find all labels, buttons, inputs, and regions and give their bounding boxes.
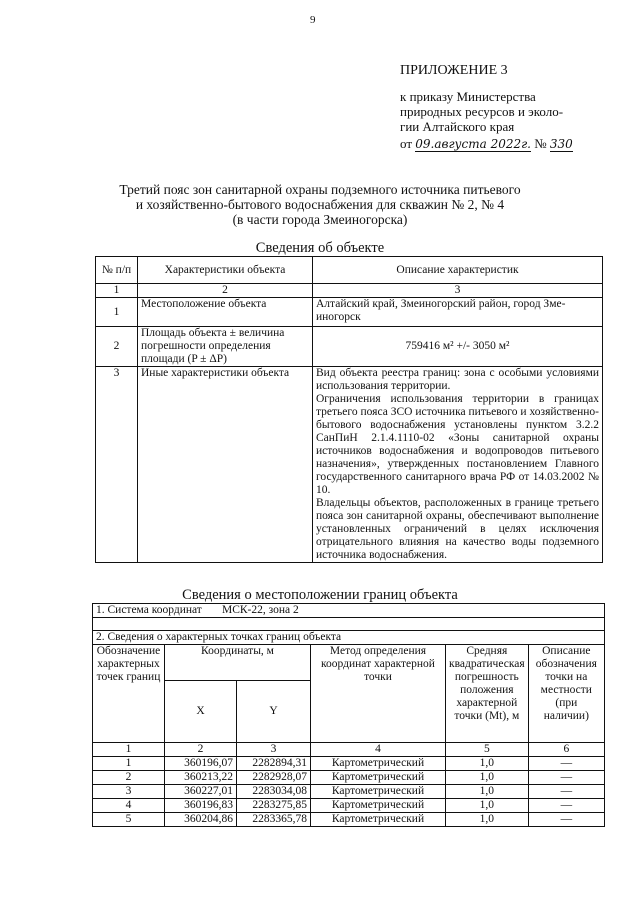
point-method: Картометрический	[311, 799, 446, 813]
object-section-title: Сведения об объекте	[255, 240, 385, 256]
col-number: 3	[313, 284, 603, 298]
point-y: 2282928,07	[237, 771, 311, 785]
desc-paragraph: Вид объекта реестра границ: зона с особыми условиями использования территории.	[316, 367, 599, 392]
header-description: Описание обозначения точки на местности (при наличии)	[528, 645, 604, 743]
desc-paragraph: Владельцы объектов, расположенных в границе третьего пояса зон санитарной охраны, обеспечивают выполнение установленных ограничений в целях исключения отрицательного влияния на качество воды подземного источника водоснабжения.	[316, 497, 599, 561]
points-label: 2. Сведения о характерных точках границ объекта	[93, 631, 605, 645]
table-row	[93, 813, 605, 827]
point-y: 2283365,78	[237, 813, 311, 827]
title-line: (в части города Змеиногорска)	[232, 212, 408, 227]
point-number: 4	[93, 799, 165, 813]
row-number: 3	[96, 367, 138, 563]
point-x: 360227,01	[165, 785, 237, 799]
point-accuracy: 1,0	[446, 785, 529, 799]
point-description: —	[528, 799, 604, 813]
col-number: 2	[165, 743, 237, 757]
sign-no-label: №	[534, 136, 547, 151]
header-designation: Обозначение характерных точек границ	[93, 645, 165, 743]
col-number: 1	[96, 284, 138, 298]
characteristic-name: Площадь объекта ± величина погрешности определения площади (P ± ΔP)	[138, 327, 313, 367]
header-accuracy: Средняя квадратическая погрешность положения характерной точки (Mt), м	[446, 645, 529, 743]
point-x: 360213,22	[165, 771, 237, 785]
point-number: 3	[93, 785, 165, 799]
col-number: 2	[138, 284, 313, 298]
col-number: 3	[237, 743, 311, 757]
point-method: Картометрический	[311, 757, 446, 771]
col-number: 6	[528, 743, 604, 757]
crs-value: МСК-22, зона 2	[221, 604, 299, 616]
appendix-line: к приказу Министерства	[400, 89, 536, 104]
header-cell: Описание характеристик	[313, 257, 603, 284]
row-number: 1	[96, 298, 138, 327]
characteristic-description: 759416 м² +/- 3050 м²	[313, 327, 603, 367]
characteristic-name: Местоположение объекта	[138, 298, 313, 327]
table-row	[93, 799, 605, 813]
row-number: 2	[96, 327, 138, 367]
point-description: —	[528, 785, 604, 799]
characteristic-description	[313, 298, 603, 327]
blank-row	[93, 618, 605, 631]
point-description: —	[528, 771, 604, 785]
point-x: 360196,83	[165, 799, 237, 813]
location-section-title: Сведения о местоположении границ объекта	[182, 587, 458, 603]
point-accuracy: 1,0	[446, 771, 529, 785]
point-accuracy: 1,0	[446, 799, 529, 813]
col-number: 4	[311, 743, 446, 757]
point-method: Картометрический	[311, 771, 446, 785]
header-cell: Характеристики объекта	[138, 257, 313, 284]
header-method: Метод определения координат характерной точки	[311, 645, 446, 743]
point-method: Картометрический	[311, 785, 446, 799]
header-coordinates: Координаты, м	[165, 645, 311, 681]
point-description: —	[528, 757, 604, 771]
characteristic-description	[313, 367, 603, 563]
point-y: 2283034,08	[237, 785, 311, 799]
appendix-line: гии Алтайского края	[400, 119, 515, 134]
desc-paragraph: Ограничения использования территории в границах третьего пояса ЗСО источника питьевого и хозяйственно-бытового водоснабжения установлены пунктом 3.2.2 СанПиН 2.1.4.1110-02 «Зоны санитарной охраны источников водоснабжения и водопроводов питьевого назначения», утвержденных постановлением Главного государственного санитарного врача РФ от 14.03.2002 № 10.	[316, 393, 599, 496]
point-number: 5	[93, 813, 165, 827]
point-y: 2282894,31	[237, 757, 311, 771]
table-row	[93, 757, 605, 771]
appendix-title: ПРИЛОЖЕНИЕ 3	[400, 63, 508, 78]
page-number: 9	[310, 14, 316, 26]
col-number: 5	[446, 743, 529, 757]
point-accuracy: 1,0	[446, 813, 529, 827]
crs-label: 1. Система координат	[96, 604, 202, 616]
point-y: 2283275,85	[237, 799, 311, 813]
title-line: Третий пояс зон санитарной охраны подземного источника питьевого	[119, 182, 521, 197]
point-method: Картометрический	[311, 813, 446, 827]
sign-number: 330	[549, 137, 573, 151]
point-x: 360204,86	[165, 813, 237, 827]
point-x: 360196,07	[165, 757, 237, 771]
title-line: и хозяйственно-бытового водоснабжения для скважин № 2, № 4	[135, 197, 505, 212]
col-number: 1	[93, 743, 165, 757]
table-row	[93, 771, 605, 785]
header-cell: № п/п	[96, 257, 138, 284]
crs-row	[93, 604, 605, 618]
location-table	[92, 603, 605, 827]
desc-line: иногорск	[316, 311, 361, 323]
characteristic-name: Иные характеристики объекта	[138, 367, 313, 563]
order-signature	[400, 136, 573, 152]
desc-line: Алтайский край, Змеиногорский район, город Зме-	[316, 298, 566, 310]
point-description: —	[528, 813, 604, 827]
header-x: X	[165, 681, 237, 743]
point-number: 1	[93, 757, 165, 771]
appendix-line: природных ресурсов и эколо-	[400, 104, 564, 119]
document-title	[110, 182, 530, 227]
header-y: Y	[237, 681, 311, 743]
object-table	[95, 256, 603, 563]
sign-date: 09.августа 2022г.	[415, 137, 531, 151]
point-accuracy: 1,0	[446, 757, 529, 771]
point-number: 2	[93, 771, 165, 785]
sign-prefix: от	[400, 136, 413, 151]
table-row	[93, 785, 605, 799]
